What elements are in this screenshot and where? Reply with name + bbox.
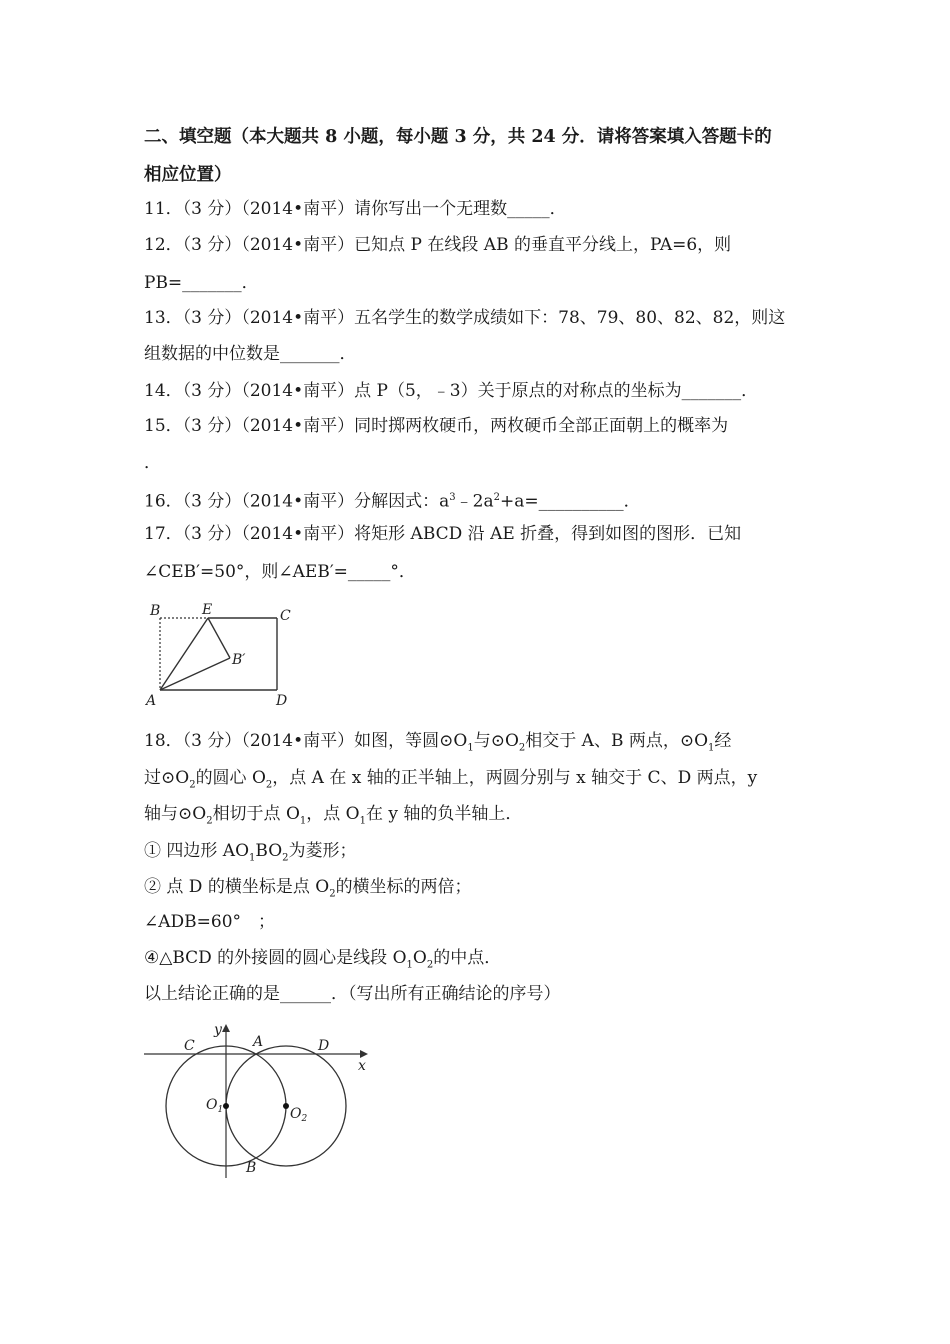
section-title-line-2: 相应位置） [144,165,232,185]
question-15-line-1: 15．（3 分）（2014•南平）同时掷两枚硬币，两枚硬币全部正面朝上的概率为 [144,416,729,436]
question-13-line-2: 组数据的中位数是_______． [144,344,357,364]
point-o2 [283,1103,289,1109]
label-d: D [318,1038,330,1054]
label-c: C [184,1038,195,1054]
statement-2: ② 点 D 的横坐标是点 $O_2$的横坐标的两倍； [144,877,472,900]
question-17-line-2: ∠CEB′=50°，则∠AEB′=_____°． [144,562,416,582]
question-18-line-1: 18．（3 分）（2014•南平）如图，等圆$⊙O_1$与$⊙O_2$相交于 A、B 两点，$⊙O_1$经 [144,731,732,754]
edge-eb-prime [208,618,230,658]
question-15-line-2: ． [144,453,161,473]
figure-17-rectangle-fold [140,598,300,713]
label-a: A [146,693,157,709]
question-18-line-2: 过$⊙O_2$的圆心 $O_2$，点 A 在 x 轴的正半轴上，两圆分别与 x 轴交于 C、D 两点，y [144,768,758,791]
statement-3: ∠ADB=60° ； [144,912,276,932]
question-18-prompt: 以上结论正确的是______．（写出所有正确结论的序号） [144,984,561,1004]
question-18-line-3: 轴与$⊙O_2$相切于点 $O_1$，点 $O_1$在 y 轴的负半轴上． [144,804,523,827]
y-axis-arrow [222,1024,230,1032]
question-17-line-1: 17．（3 分）（2014•南平）将矩形 ABCD 沿 AE 折叠，得到如图的图形．已知 [144,524,742,544]
label-y: y [214,1022,222,1038]
question-11: 11．（3 分）（2014•南平）请你写出一个无理数_____． [144,199,567,219]
label-d: D [276,693,288,709]
label-o2: $O_2$ [290,1106,308,1124]
point-o1 [223,1103,229,1109]
label-b-prime: B′ [232,652,246,668]
label-e: E [202,602,213,618]
label-b: B [246,1160,257,1176]
figure-18-circles [138,1018,378,1183]
question-16: 16．（3 分）（2014•南平）分解因式：$a^3﹣2a^2+a=\_\_\_\_\_\_\_\_\_\_$． [144,491,641,512]
label-c: C [280,608,291,624]
label-x: x [358,1058,366,1074]
label-b: B [150,603,161,619]
question-12-line-2: PB=_______． [144,273,259,293]
question-14: 14．（3 分）（2014•南平）点 P（5，﹣3）关于原点的对称点的坐标为_______． [144,381,759,401]
label-a: A [253,1034,264,1050]
section-title-line-1: 二、填空题（本大题共 8 小题，每小题 3 分，共 24 分．请将答案填入答题卡的 [144,127,772,147]
x-axis-arrow [360,1050,368,1058]
label-o1: $O_1$ [206,1097,224,1115]
statement-4: ④△BCD 的外接圆的圆心是线段 $O_1O_2$的中点． [144,948,502,971]
statement-1: ① 四边形 $AO_1BO_2$为菱形； [144,841,357,864]
question-12-line-1: 12．（3 分）（2014•南平）已知点 P 在线段 AB 的垂直平分线上，PA=6，则 [144,235,732,255]
question-13-line-1: 13．（3 分）（2014•南平）五名学生的数学成绩如下：78、79、80、82、82，则这 [144,308,786,328]
